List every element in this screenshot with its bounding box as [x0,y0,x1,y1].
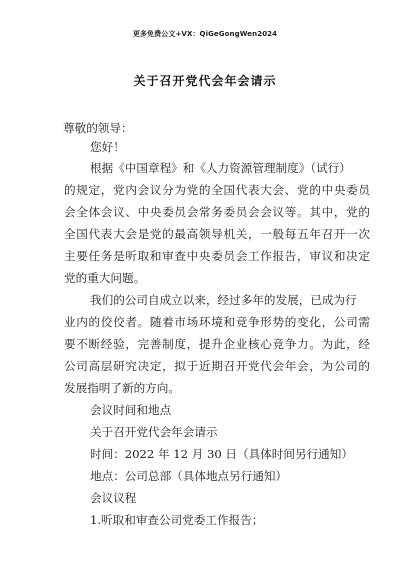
paragraph1-line: 根据《中国章程》和《人力资源管理制度》（试行） [90,161,351,175]
paragraph1-line: 主要任务是听取和审查中央委员会工作报告，审议和决定 [64,249,370,263]
meeting-name: 关于召开党代会年会请示 [90,425,218,439]
paragraph2-line: 发展指明了新的方向。 [64,381,180,395]
paragraph1-line: 会全体会议、中央委员会常务委员会会议等。其中，党的 [64,205,370,219]
paragraph2-line: 要不断经验，完善制度，提升企业核心竞争力。为此，经 [64,337,370,351]
meeting-time: 时间：2022 年 12 月 30 日（具体时间另行通知） [90,447,353,461]
agenda-item: 1.听取和审查公司党委工作报告； [90,513,264,527]
paragraph2-line: 公司高层研究决定，拟于近期召开党代会年会，为公司的 [64,359,370,373]
paragraph1-line: 的规定，党内会议分为党的全国代表大会、党的中央委员 [64,183,370,197]
header-note: 更多免费公文+VX：QiGeGongWen2024 [132,30,278,38]
paragraph1-line: 全国代表大会是党的最高领导机关，一般每五年召开一次 [64,227,370,241]
greeting: 您好！ [90,140,125,154]
paragraph1-line: 党的重大问题。 [64,271,146,285]
paragraph2-line: 我们的公司自成立以来，经过多年的发展，已成为行 [90,293,357,307]
meeting-place: 地点：公司总部（具体地点另行通知） [90,469,288,483]
section-heading-time-place: 会议时间和地点 [90,403,172,417]
paragraph2-line: 业内的佼佼者。随着市场环境和竞争形势的变化，公司需 [64,315,370,329]
section-heading-agenda: 会议议程 [90,491,137,505]
document-title: 关于召开党代会年会请示 [133,74,277,88]
salutation: 尊敬的领导： [63,121,133,135]
